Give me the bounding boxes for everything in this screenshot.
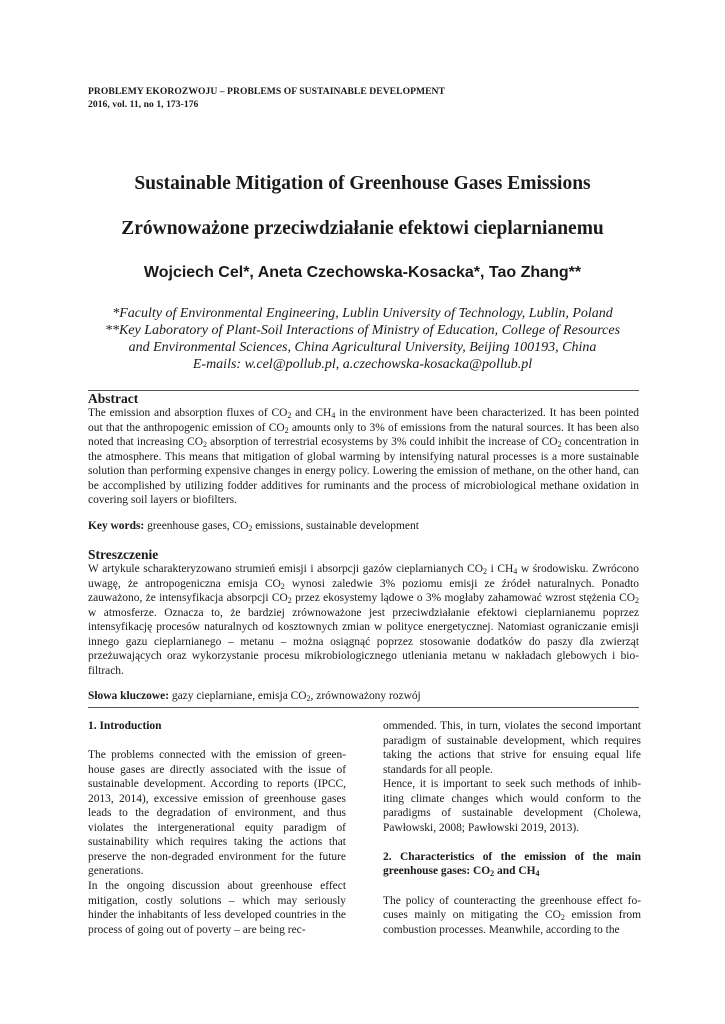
introduction-heading: 1. Introduction bbox=[88, 720, 162, 732]
slowa-kluczowe: Słowa kluczowe: gazy cieplarniane, emisja $CO_2$, zrównoważony rozwój bbox=[88, 690, 421, 703]
streszczenie-heading: Streszczenie bbox=[88, 547, 159, 562]
authors: Wojciech Cel*, Aneta Czechowska-Kosacka*, Tao Zhang** bbox=[143, 264, 582, 281]
body-column-right bbox=[383, 719, 641, 937]
section-2-heading: 2. Characteristics of the emission of the main greenhouse gases: $CO_2$ and $CH_4$ bbox=[383, 850, 641, 879]
slowa-kluczowe-label: Słowa kluczowe: bbox=[88, 690, 170, 702]
intro-paragraph-1: The problems connected with the emission of greenhouse gases are directly associated with the issue of sustainable development. According to reports (IPCC, 2013, 2014), excessive emission of greenhouse gases leads to the degradation of environment, and thus violates the intergenerational equity paradigm of sustainability which requires taking the actions that preserve the non-degraded environment for the future generations. bbox=[88, 749, 346, 878]
affiliation-emails: E-mails: w.cel@pollub.pl, a.czechowska-kosacka@pollub.pl bbox=[192, 357, 533, 372]
title-polish: Zrównoważone przeciwdziałanie efektowi cieplarnianemu bbox=[121, 218, 604, 239]
keywords: Key words: greenhouse gases, $CO_2$ emissions, sustainable development bbox=[88, 520, 419, 533]
journal-issue: 2016, vol. 11, no 1, 173-176 bbox=[88, 99, 199, 110]
body-column-left bbox=[88, 719, 346, 937]
journal-header bbox=[88, 85, 445, 111]
title-english: Sustainable Mitigation of Greenhouse Gases Emissions bbox=[134, 173, 591, 194]
affiliation-line-1: *Faculty of Environmental Engineering, Lublin University of Technology, Lublin, Poland bbox=[112, 306, 613, 321]
streszczenie-text: W artykule scharakteryzowano strumień emisji i absorpcji gazów cieplarnianych $CO_2$ i $CH_4$ w środowisku. Zwrócono uwagę, że antropogeniczna emisja $CO_2$ wynosi zaledwie 3% poziomu emisji ze źródeł naturalnych. Ponadto zauważono, że intensyfikacja absorpcji $CO_2$ przez ekosystemy lądowe o 3% mogłaby zahamować wzrost stężenia $CO_2$ w atmosferze. Oznacza to, że bardziej zrównoważone jest przeciwdziałanie efektowi cieplarnianemu poprzez intensyfikację procesów naturalnych od kosztownych zmian w polityce energetycznej. Natomiast ograniczanie emisji innego gazu cieplarnianego – metanu – można osiągnąć poprzez stosowanie dodatków do paszy dla zwierząt przeżuwających oraz wykorzystanie procesu mikrobiologicznego utleniania metanu w nakładach glebowych i biofiltrach. bbox=[88, 563, 640, 677]
affiliation-line-2: **Key Laboratory of Plant-Soil Interactions of Ministry of Education, College of Resources bbox=[104, 323, 621, 338]
affiliations bbox=[70, 305, 655, 373]
affiliation-line-3: and Environmental Sciences, China Agricultural University, Beijing 100193, China bbox=[128, 340, 597, 355]
abstract-text: The emission and absorption fluxes of $CO_2$ and $CH_4$ in the environment have been characterized. It has been pointed out that the anthropogenic emission of $CO_2$ amounts only to 3% of emissions from the natural sources. It has been also noted that increasing $CO_2$ absorption of terrestrial ecosystems by 3% could inhibit the increase of $CO_2$ concentration in the atmosphere. This means that mitigation of global warming by intensifying natural processes is a more sustainable solution than performing expensive changes in energy policy. Lowering the emission of methane, on the other hand, can be accomplished by utilizing fodder additives for ruminants and the process of microbiological methane oxidation in covering soil layers or biofilters. bbox=[88, 407, 640, 507]
intro-paragraph-2-continued: ommended. This, in turn, violates the second important paradigm of sustainable development, which requires taking the actions that strive for ensuing equal life standards for all people. bbox=[383, 720, 641, 776]
abstract-heading: Abstract bbox=[88, 391, 139, 406]
section-2-paragraph-1: The policy of counteracting the greenhouse effect focuses mainly on mitigating the $CO_2$ emission from combustion processes. Meanwhile, according to the bbox=[383, 894, 642, 936]
divider-bottom bbox=[88, 707, 639, 708]
journal-name: PROBLEMY EKOROZWOJU – PROBLEMS OF SUSTAINABLE DEVELOPMENT bbox=[88, 86, 445, 97]
divider-top bbox=[88, 390, 639, 391]
intro-paragraph-2: In the ongoing discussion about greenhouse effect mitigation, costly solutions – which may seriously hinder the inhabitants of less developed countries in the process of going out of poverty – are being rec- bbox=[88, 880, 346, 936]
keywords-label: Key words: bbox=[88, 520, 145, 532]
intro-paragraph-3: Hence, it is important to seek such methods of inhibiting climate changes which would conform to the paradigms of sustainable development (Cholewa, Pawłowski, 2008; Pawłowski 2019, 2013). bbox=[383, 778, 641, 834]
